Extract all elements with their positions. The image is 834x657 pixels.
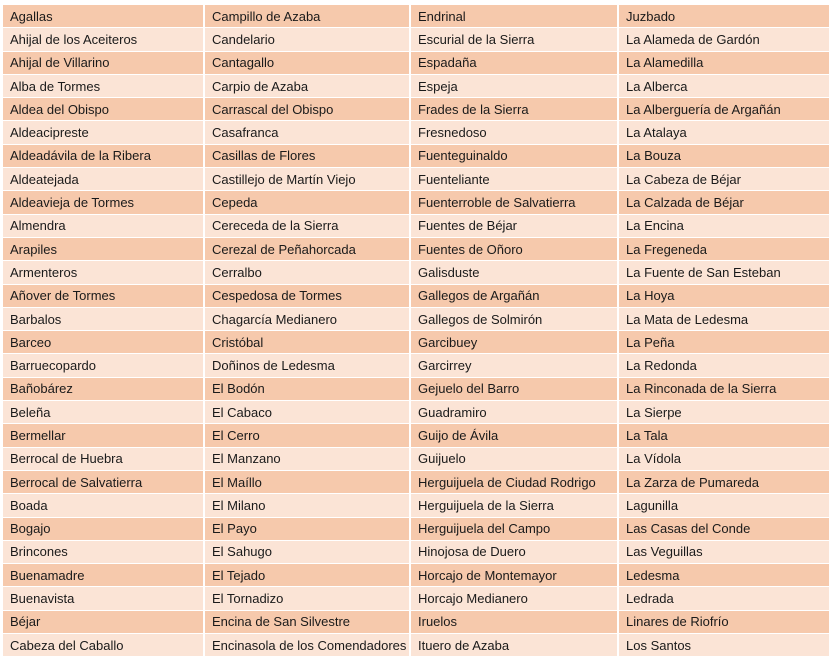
table-cell: La Sierpe [618, 401, 829, 424]
table-cell: La Mata de Ledesma [618, 307, 829, 330]
table-cell: La Hoya [618, 284, 829, 307]
table-cell: Garcibuey [410, 331, 618, 354]
table-cell: La Redonda [618, 354, 829, 377]
table-cell: Cristóbal [204, 331, 410, 354]
table-cell: Fresnedoso [410, 121, 618, 144]
table-cell: Bermellar [3, 424, 204, 447]
table-cell: Encinasola de los Comendadores [204, 634, 410, 657]
table-cell: Casafranca [204, 121, 410, 144]
table-row [3, 307, 829, 330]
table-cell: Cepeda [204, 191, 410, 214]
table-cell: Cereceda de la Sierra [204, 214, 410, 237]
table-cell: Herguijuela de Ciudad Rodrigo [410, 470, 618, 493]
table-cell: Aldeavieja de Tormes [3, 191, 204, 214]
table-row [3, 51, 829, 74]
table-cell: Los Santos [618, 634, 829, 657]
table-row [3, 214, 829, 237]
table-cell: Armenteros [3, 261, 204, 284]
table-cell: Campillo de Azaba [204, 5, 410, 28]
table-cell: Guijo de Ávila [410, 424, 618, 447]
table-row [3, 424, 829, 447]
table-cell: Cespedosa de Tormes [204, 284, 410, 307]
table-cell: Alba de Tormes [3, 74, 204, 97]
table-cell: Aldea del Obispo [3, 98, 204, 121]
table-cell: La Vídola [618, 447, 829, 470]
table-cell: Hinojosa de Duero [410, 540, 618, 563]
table-row [3, 191, 829, 214]
table-cell: Cerralbo [204, 261, 410, 284]
table-row [3, 74, 829, 97]
table-cell: La Bouza [618, 144, 829, 167]
table-row [3, 401, 829, 424]
table-row [3, 168, 829, 191]
table-cell: La Zarza de Pumareda [618, 470, 829, 493]
table-row [3, 331, 829, 354]
table-cell: Encina de San Silvestre [204, 610, 410, 633]
table-cell: Las Veguillas [618, 540, 829, 563]
table-row [3, 447, 829, 470]
table-cell: Ledrada [618, 587, 829, 610]
table-cell: Berrocal de Huebra [3, 447, 204, 470]
table-cell: El Bodón [204, 377, 410, 400]
table-cell: Brincones [3, 540, 204, 563]
table-cell: Castillejo de Martín Viejo [204, 168, 410, 191]
table-cell: La Atalaya [618, 121, 829, 144]
table-cell: El Cabaco [204, 401, 410, 424]
table-cell: Almendra [3, 214, 204, 237]
table-cell: Ahijal de los Aceiteros [3, 28, 204, 51]
table-row [3, 121, 829, 144]
table-cell: Barceo [3, 331, 204, 354]
table-cell: Ahijal de Villarino [3, 51, 204, 74]
table-cell: Endrinal [410, 5, 618, 28]
table-cell: Linares de Riofrío [618, 610, 829, 633]
table-cell: La Tala [618, 424, 829, 447]
table-cell: La Peña [618, 331, 829, 354]
table-cell: Boada [3, 494, 204, 517]
table-row [3, 587, 829, 610]
table-cell: Doñinos de Ledesma [204, 354, 410, 377]
table-cell: Horcajo Medianero [410, 587, 618, 610]
table-cell: El Manzano [204, 447, 410, 470]
table-cell: Cantagallo [204, 51, 410, 74]
table-cell: Juzbado [618, 5, 829, 28]
table-cell: Cabeza del Caballo [3, 634, 204, 657]
table-cell: Guijuelo [410, 447, 618, 470]
table-cell: Lagunilla [618, 494, 829, 517]
table-cell: Aldeatejada [3, 168, 204, 191]
table-cell: Bañobárez [3, 377, 204, 400]
table-row [3, 354, 829, 377]
table-cell: Carpio de Azaba [204, 74, 410, 97]
table-cell: La Alberguería de Argañán [618, 98, 829, 121]
table-cell: Cerezal de Peñahorcada [204, 237, 410, 260]
table-row [3, 261, 829, 284]
table-cell: Carrascal del Obispo [204, 98, 410, 121]
table-cell: Casillas de Flores [204, 144, 410, 167]
table-row [3, 284, 829, 307]
table-cell: Galisduste [410, 261, 618, 284]
table-cell: Espadaña [410, 51, 618, 74]
table-cell: Agallas [3, 5, 204, 28]
table-cell: Ledesma [618, 564, 829, 587]
table-row [3, 564, 829, 587]
table-cell: La Rinconada de la Sierra [618, 377, 829, 400]
table-cell: El Maíllo [204, 470, 410, 493]
table-cell: Fuenteguinaldo [410, 144, 618, 167]
table-row [3, 540, 829, 563]
table-cell: Garcirrey [410, 354, 618, 377]
table-cell: El Sahugo [204, 540, 410, 563]
table-cell: La Encina [618, 214, 829, 237]
table-cell: La Fregeneda [618, 237, 829, 260]
table-row [3, 98, 829, 121]
table-cell: Fuentes de Oñoro [410, 237, 618, 260]
table-body [3, 5, 829, 657]
table-cell: Ituero de Azaba [410, 634, 618, 657]
table-cell: Gallegos de Argañán [410, 284, 618, 307]
table-cell: Arapiles [3, 237, 204, 260]
table-cell: Gejuelo del Barro [410, 377, 618, 400]
table-cell: Béjar [3, 610, 204, 633]
table-cell: Buenamadre [3, 564, 204, 587]
table-cell: Fuenterroble de Salvatierra [410, 191, 618, 214]
table-row [3, 28, 829, 51]
table-cell: Gallegos de Solmirón [410, 307, 618, 330]
table-cell: Iruelos [410, 610, 618, 633]
table-cell: Candelario [204, 28, 410, 51]
table-row [3, 377, 829, 400]
table-cell: Las Casas del Conde [618, 517, 829, 540]
table-cell: El Tejado [204, 564, 410, 587]
table-cell: Guadramiro [410, 401, 618, 424]
table-cell: Fuenteliante [410, 168, 618, 191]
table-row [3, 144, 829, 167]
table-cell: Frades de la Sierra [410, 98, 618, 121]
table-cell: Herguijuela de la Sierra [410, 494, 618, 517]
table-row [3, 517, 829, 540]
table-row [3, 237, 829, 260]
table-row [3, 610, 829, 633]
table-cell: Herguijuela del Campo [410, 517, 618, 540]
table-row [3, 5, 829, 28]
table-cell: El Payo [204, 517, 410, 540]
table-cell: Beleña [3, 401, 204, 424]
table-cell: Añover de Tormes [3, 284, 204, 307]
table-cell: Fuentes de Béjar [410, 214, 618, 237]
table-cell: Chagarcía Medianero [204, 307, 410, 330]
table-cell: Espeja [410, 74, 618, 97]
table-cell: Berrocal de Salvatierra [3, 470, 204, 493]
table-row [3, 494, 829, 517]
table-cell: Aldeacipreste [3, 121, 204, 144]
table-row [3, 470, 829, 493]
table-cell: La Alamedilla [618, 51, 829, 74]
table-cell: Barbalos [3, 307, 204, 330]
table-cell: La Fuente de San Esteban [618, 261, 829, 284]
table-cell: Buenavista [3, 587, 204, 610]
table-cell: Horcajo de Montemayor [410, 564, 618, 587]
table-cell: La Alameda de Gardón [618, 28, 829, 51]
table-cell: La Cabeza de Béjar [618, 168, 829, 191]
table-cell: Escurial de la Sierra [410, 28, 618, 51]
table-cell: La Calzada de Béjar [618, 191, 829, 214]
table-cell: Aldeadávila de la Ribera [3, 144, 204, 167]
table-cell: El Tornadizo [204, 587, 410, 610]
table-cell: El Milano [204, 494, 410, 517]
table-cell: La Alberca [618, 74, 829, 97]
table-cell: Barruecopardo [3, 354, 204, 377]
municipalities-table [3, 5, 829, 657]
table-cell: Bogajo [3, 517, 204, 540]
table-cell: El Cerro [204, 424, 410, 447]
table-row [3, 634, 829, 657]
